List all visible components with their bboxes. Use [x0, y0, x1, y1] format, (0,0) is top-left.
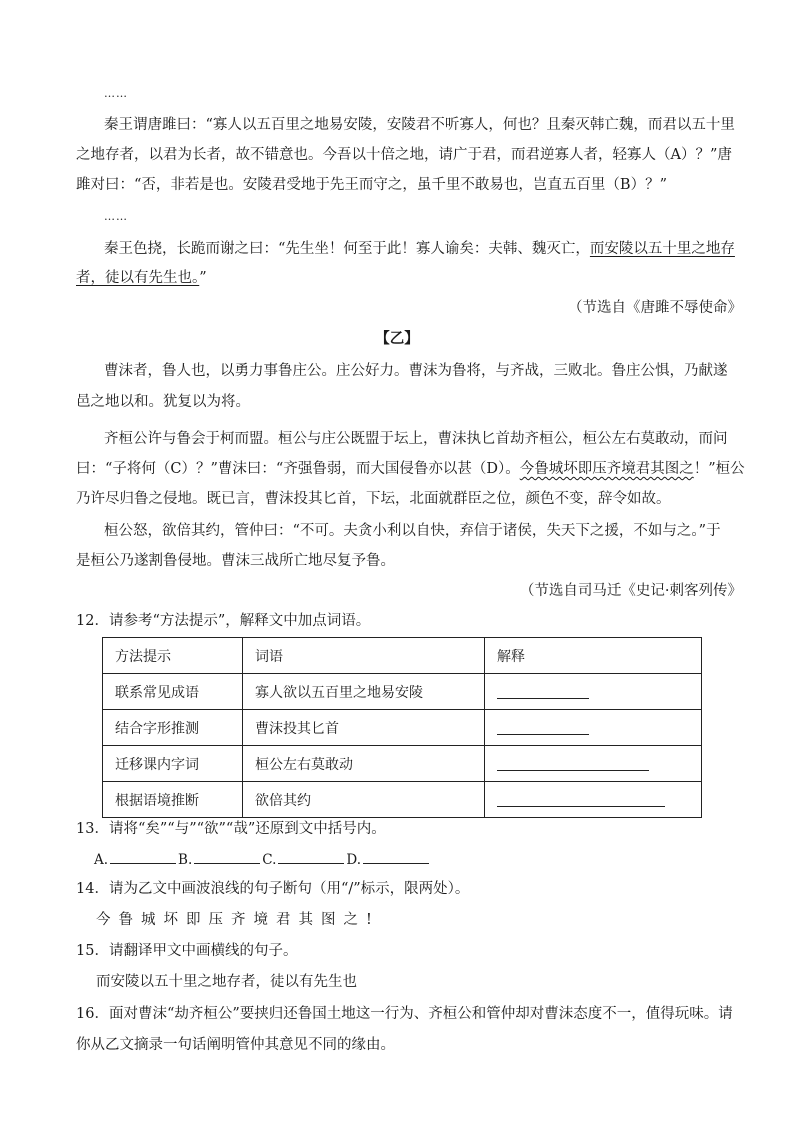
header-word: 词语: [243, 638, 485, 674]
option-d-label: D.: [346, 852, 362, 868]
row-method: 根据语境推断: [103, 782, 243, 818]
option-c-blank[interactable]: [278, 849, 344, 864]
ellipsis-1: ……: [104, 87, 128, 100]
yi-p2-line1: 齐桓公许与鲁会于柯而盟。桓公与庄公既盟于坛上，曹沫执匕首劫齐桓公，桓公左右莫敢动，而问: [104, 431, 728, 447]
table-row: [103, 782, 702, 818]
q15-sentence: 而安陵以五十里之地存者，徒以有先生也: [96, 974, 357, 990]
answer-blank[interactable]: [497, 792, 665, 807]
option-d-blank[interactable]: [363, 849, 429, 864]
answer-blank-cell[interactable]: [485, 746, 702, 782]
jia-source: （节选自《唐雎不辱使命》: [568, 300, 742, 316]
answer-blank[interactable]: [497, 756, 649, 771]
option-c-label: C.: [262, 852, 277, 868]
answer-blank[interactable]: [497, 720, 589, 735]
row-word: 寡人欲以五百里之地易安陵: [243, 674, 485, 710]
row-method: 迁移课内字词: [103, 746, 243, 782]
row-word: 桓公左右莫敢动: [243, 746, 485, 782]
underlined-sentence-part2: 者，徒以有先生也。: [76, 270, 200, 286]
header-method: 方法提示: [103, 638, 243, 674]
yi-p3-line2: 是桓公乃遂割鲁侵地。曹沫三战所亡地尽复予鲁。: [76, 553, 395, 569]
ellipsis-2: ……: [104, 210, 128, 223]
yi-p2-line2: [76, 459, 745, 479]
header-explanation: 解释: [485, 638, 702, 674]
jia-p1-line3: 雎对曰：“否，非若是也。安陵君受地于先王而守之，虽千里不敢易也，岂直五百里（B）？”: [76, 177, 667, 193]
table-row: [103, 710, 702, 746]
jia-p2-line1-text: 秦王色挠，长跪而谢之曰：“先生坐！何至于此！寡人谕矣：夫韩、魏灭亡，: [104, 241, 590, 257]
jia-p2-line2-text: ”: [199, 270, 207, 286]
row-method: 结合字形推测: [103, 710, 243, 746]
q13-prompt: 13．请将“矣”“与”“欲”“哉”还原到文中括号内。: [76, 821, 386, 837]
yi-title: 【乙】: [375, 330, 419, 347]
q16-line1: 16．面对曹沫“劫齐桓公”要挟归还鲁国土地这一行为、齐桓公和管仲却对曹沫态度不一，值得玩味。请: [76, 1006, 733, 1022]
option-b-blank[interactable]: [194, 849, 260, 864]
yi-p1-line2: 邑之地以和。犹复以为将。: [76, 394, 250, 410]
jia-p1-line2: 之地存者，以君为长者，故不错意也。今吾以十倍之地，请广于君，而君逆寡人者，轻寡人（A）？”唐: [76, 147, 732, 163]
q12-prompt: 12．请参考“方法提示”，解释文中加点词语。: [76, 613, 371, 629]
q14-sentence: 今鲁城坏即压齐境君其图之!: [96, 912, 380, 928]
q15-prompt: 15．请翻译甲文中画横线的句子。: [76, 943, 298, 959]
jia-p2-line1: [104, 239, 735, 259]
jia-p2-line2: [76, 268, 207, 288]
yi-p2-line3: 乃许尽归鲁之侵地。既已言，曹沫投其匕首，下坛，北面就群臣之位，颜色不变，辞令如故。: [76, 491, 671, 507]
yi-p2-line2-tail: ！”桓公: [693, 461, 745, 477]
underlined-sentence-part1: 而安陵以五十里之地存: [589, 241, 735, 257]
option-b-label: B.: [178, 852, 193, 868]
row-word: 曹沫投其匕首: [243, 710, 485, 746]
table-row: [103, 746, 702, 782]
method-table: [102, 637, 702, 818]
row-method: 联系常见成语: [103, 674, 243, 710]
option-a-label: A.: [94, 852, 109, 868]
q16-line2: 你从乙文摘录一句话阐明管仲其意见不同的缘由。: [76, 1037, 395, 1053]
answer-blank-cell[interactable]: [485, 782, 702, 818]
answer-blank[interactable]: [497, 684, 589, 699]
q13-options: [94, 849, 431, 870]
answer-blank-cell[interactable]: [485, 674, 702, 710]
yi-source: （节选自司马迁《史记·刺客列传》: [519, 583, 742, 599]
row-word: 欲倍其约: [243, 782, 485, 818]
yi-p2-line2-text: 曰：“子将何（C）？”曹沫曰：“齐强鲁弱，而大国侵鲁亦以甚（D）。: [76, 461, 520, 477]
jia-p1-line1: 秦王谓唐雎曰：“寡人以五百里之地易安陵，安陵君不听寡人，何也？且秦灭韩亡魏，而君以五十里: [104, 117, 735, 133]
option-a-blank[interactable]: [110, 849, 176, 864]
table-header-row: [103, 638, 702, 674]
yi-p3-line1: 桓公怒，欲倍其约，管仲曰：“不可。夫贪小利以自快，弃信于诸侯，失天下之援，不如与之。”于: [104, 523, 721, 539]
yi-p1-line1: 曹沫者，鲁人也，以勇力事鲁庄公。庄公好力。曹沫为鲁将，与齐战，三败北。鲁庄公惧，乃献遂: [104, 363, 728, 379]
q14-prompt: 14．请为乙文中画波浪线的句子断句（用“/”标示，限两处）。: [76, 881, 470, 897]
wavy-sentence: 今鲁城坏即压齐境君其图之: [519, 461, 694, 477]
table-row: [103, 674, 702, 710]
answer-blank-cell[interactable]: [485, 710, 702, 746]
